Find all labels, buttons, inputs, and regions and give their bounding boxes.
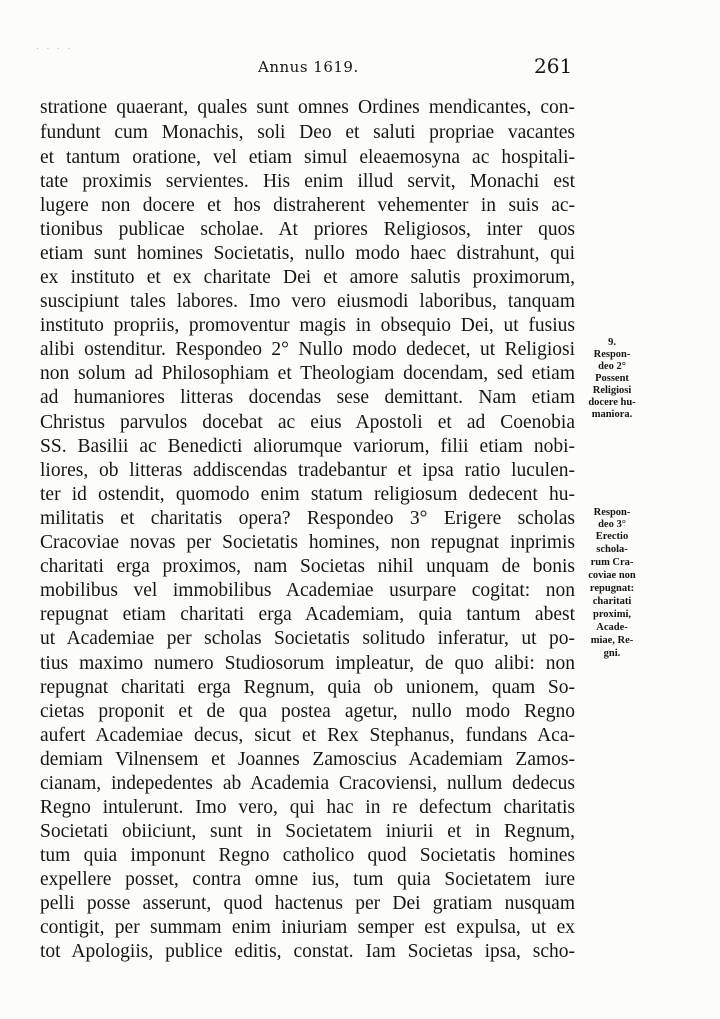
text-line: suscipiunt tales labores. Imo vero eiusmodi laboribus, tanquam [40,291,575,312]
text-line: etiam sunt homines Societatis, nullo modo haec distrahunt, qui [40,243,575,264]
text-line: tionibus publicae scholae. At priores Religiosos, inter quos [40,219,575,240]
margin-line: docere hu- [588,397,636,408]
text-line: ex instituto et ex charitate Dei et amore salutis proximorum, [40,267,575,288]
margin-line: Possent [595,373,629,384]
margin-line: repugnat: [589,583,635,594]
text-line: Societati obiiciunt, sunt in Societatem iniurii et in Regnum, [40,821,575,842]
margin-line: schola- [596,544,628,555]
text-line: expellere posset, contra omne ius, tum quia Societatem iure [40,869,575,890]
text-line: Cracoviae novas per Societatis homines, non repugnat inprimis [40,532,575,553]
text-line: tot Apologiis, publice editis, constat. Iam Societas ipsa, scho- [40,941,575,962]
margin-line: deo 2° [598,361,626,372]
scan-specks: · · · · [36,44,73,55]
text-line: ter id ostendit, quomodo enim statum religiosum dedecent hu- [40,484,575,505]
text-line: cietas proponit et de qua postea agetur, nullo modo Regno [40,701,575,722]
margin-line: Respon- [593,507,631,518]
text-line: repugnat etiam charitati erga Academiam, quia tantum abest [40,604,575,625]
text-line: tate proximis servientes. His enim illud servit, Monachi est [40,171,575,192]
text-line: ad humaniores litteras docendas sese demittant. Nam etiam [40,387,575,408]
margin-line: coviae non [588,570,636,581]
text-line: repugnat charitati erga Regnum, quia ob unionem, quam So- [40,677,575,698]
margin-line: Religiosi [592,385,632,396]
margin-line: Acade- [596,622,628,633]
margin-line: deo 3° [598,519,626,530]
text-line: contigit, per summam enim iniuriam semper est expulsa, ut ex [40,917,575,938]
text-line: tius maximo numero Studiosorum impleatur, de quo alibi: non [40,653,575,674]
text-line: liores, ob litteras addiscendas tradebantur et ipsa ratio luculen- [40,460,575,481]
text-line: charitati erga proximos, nam Societas nihil unquam de bonis [40,556,575,577]
text-line: cianam, indepedentes ab Academia Cracoviensi, nullum dedecus [40,773,575,794]
margin-line: Erectio [595,531,629,542]
text-line: et tantum oratione, vel etiam simul eleaemosyna ac hospitali- [40,147,575,168]
text-line: Regno intulerunt. Imo vero, qui hac in re defectum charitatis [40,797,575,818]
text-line: tum quia imponunt Regno catholico quod Societatis homines [40,845,575,866]
text-line: demiam Vilnensem et Joannes Zamoscius Academiam Zamos- [40,749,575,770]
margin-line: maniora. [591,409,633,420]
margin-line: 9. [608,337,616,348]
margin-line: rum Cra- [590,557,634,568]
text-line: Christus parvulos docebat ac eius Apostoli et ad Coenobia [40,412,575,433]
margin-line: miae, Re- [590,635,634,646]
text-line: instituto propriis, promoventur magis in obsequio Dei, ut fusius [40,315,575,336]
text-line: alibi ostenditur. Respondeo 2° Nullo modo dedecet, ut Religiosi [40,339,575,360]
text-line: stratione quaerant, quales sunt omnes Ordines mendicantes, con- [40,97,575,118]
text-line: aufert Academiae decus, sicut et Rex Stephanus, fundans Aca- [40,725,575,746]
text-line: mobilibus vel immobilibus Academiae usurpare cogitat: non [40,580,575,601]
page-number: 261 [534,54,573,78]
text-line: non solum ad Philosophiam et Theologiam docendam, sed etiam [40,363,575,384]
margin-line: charitati [592,596,632,607]
text-line: militatis et charitatis opera? Respondeo 3° Erigere scholas [40,508,575,529]
text-line: ut Academiae per scholas Societatis solitudo inferatur, ut po- [40,628,575,649]
margin-line: proximi, [592,609,632,620]
margin-line: Respon- [593,349,631,360]
text-line: fundunt cum Monachis, soli Deo et saluti propriae vacantes [40,122,575,143]
text-line: SS. Basilii ac Benedicti aliorumque variorum, filii etiam nobi- [40,436,575,457]
text-line: pelli posse asserunt, quod hactenus per Dei gratiam nusquam [40,893,575,914]
text-line: lugere non docere et hos distraherent vehementer in suis ac- [40,195,575,216]
margin-line: gni. [603,648,621,659]
running-title: Annus 1619. [258,58,359,76]
